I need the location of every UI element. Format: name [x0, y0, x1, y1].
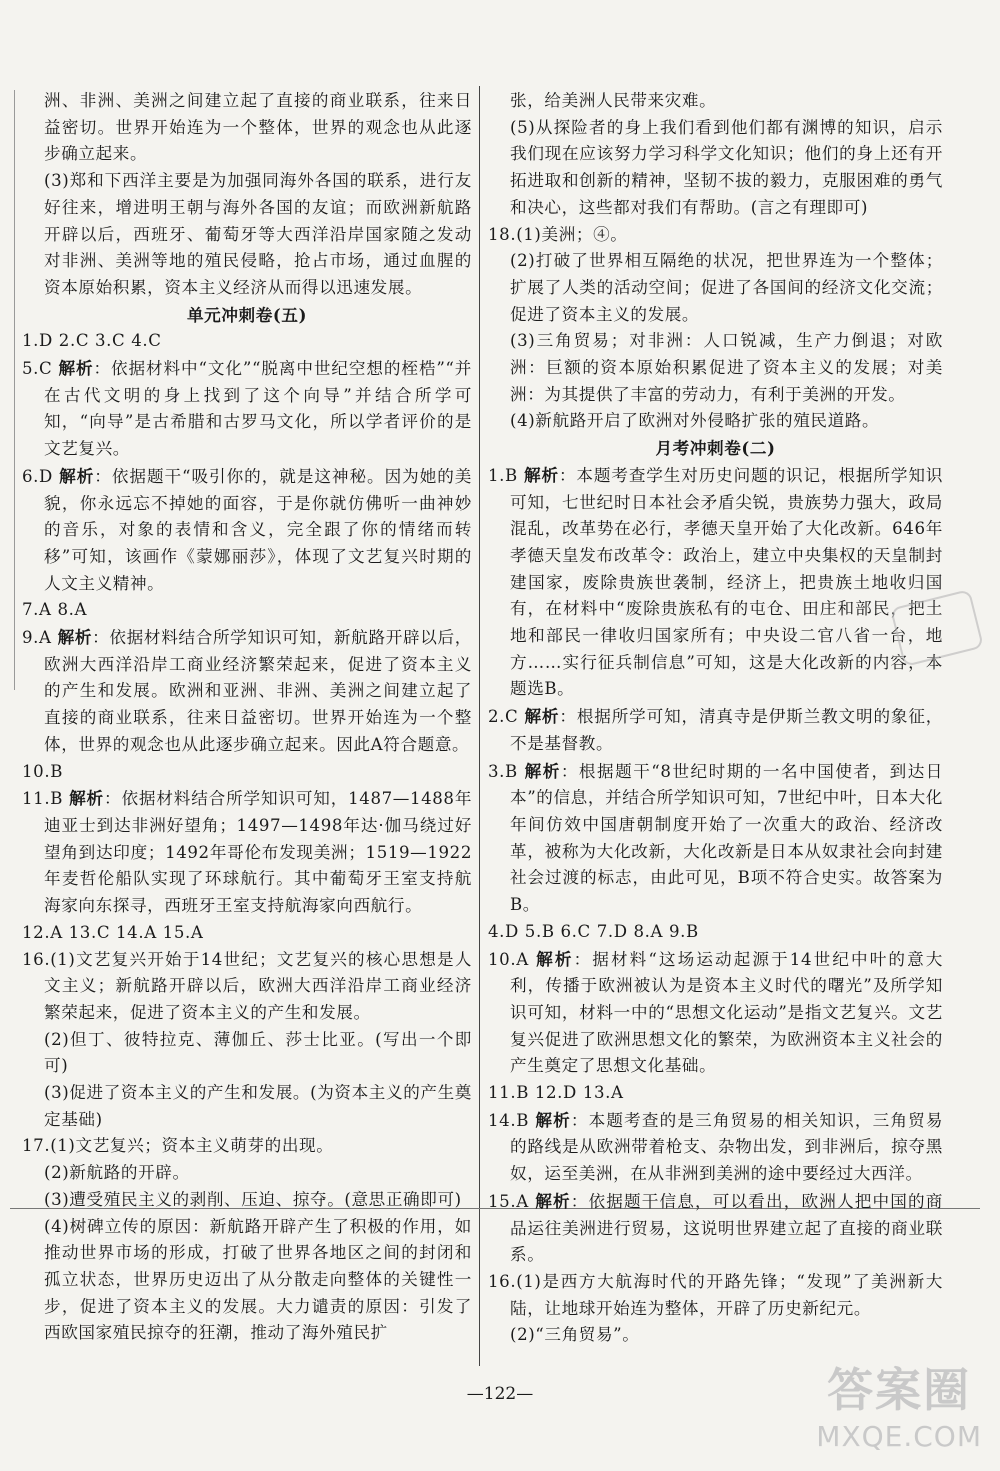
answer-line: 18.(1)美洲；④。 [488, 224, 628, 244]
answer-item: 10.A 解析：据材料“这场运动起源于14世纪中叶的意大利，传播于欧洲被认为是资本主义时代的曙光”及所学知识可知，材料一中的“思想文化运动”是指文艺复兴。文艺复兴促进了欧洲思想文化的繁荣，为欧洲资本主义社会的产生奠定了思想文化基础。 [488, 948, 944, 1076]
answer-line: 10.B [22, 761, 63, 781]
answer-item: 9.A 解析：依据材料结合所学知识可知，新航路开辟以后，欧洲大西洋沿岸工商业经济繁荣起来，促进了资本主义的产生和发展。欧洲和亚洲、非洲、美洲之间建立起了直接的商业联系，往来日益密切。世界开始连为一个整体，世界的观念也从此逐步确立起来。因此A符合题意。 [22, 627, 472, 754]
answer-item: 17.(1)文艺复兴；资本主义萌芽的出现。 [22, 1136, 334, 1156]
answer-item: 1.B 解析：本题考查学生对历史问题的识记，根据所学知识可知，七世纪时日本社会矛盾尖锐，贵族势力强大，政局混乱，改革势在必行，孝德天皇开始了大化改新。646年孝德天皇发布改革令：政治上，建立中央集权的天皇制封建国家，废除贵族世袭制，经济上，把贵族土地收归国有，在材料中“废除贵族私有的屯仓、田庄和部民，把土地和部民一律收归国家所有；中央设二官八省一台，地方……实行征兵制信息”可知，这是大化改新的内容，本题选B。 [488, 464, 944, 699]
answer-item: 11.B 解析：依据材料结合所学知识可知，1487—1488年迪亚士到达非洲好望角；1497—1498年达·伽马绕过好望角到达印度；1492年哥伦布发现美洲；1519—1922年麦哲伦船队实现了环球航行。其中葡萄牙王室支持航海家向东探寻，西班牙王室支持航海家向西航行。 [22, 788, 473, 916]
answer-line: 7.A 8.A [22, 600, 88, 620]
right-column [488, 88, 943, 1349]
answer-line: 11.B 12.D 13.A [488, 1083, 624, 1103]
answer-line: 12.A 13.C 14.A 15.A [22, 922, 204, 942]
left-column [22, 88, 472, 1347]
answer-item: 14.B 解析：本题考查的是三角贸易的相关知识，三角贸易的路线是从欧洲带着枪支、杂物出发，到非洲后，掠夺黑奴，运至美洲，在从非洲到美洲的途中要经过大西洋。 [488, 1109, 944, 1184]
watermark-logo: 答案圈 [827, 1363, 972, 1417]
section-heading: 月考冲刺卷(二) [655, 438, 776, 459]
answer-line: (2)但丁、彼特拉克、薄伽丘、莎士比亚。(写出一个即可) [44, 1029, 472, 1076]
answer-line: (3)三角贸易；对非洲：人口锐减，生产力倒退；对欧洲：巨额的资本原始积累促进了资本主义的发展；对美洲：为其提供了丰富的劳动力，有利于美洲的开发。 [510, 331, 943, 404]
answer-line: (5)从探险者的身上我们看到他们都有渊博的知识，启示我们现在应该努力学习科学文化知识；他们的身上还有开拓进取和创新的精神，坚韧不拔的毅力，克服困难的勇气和决心，这些都对我们有帮助。(言之有理即可) [510, 117, 943, 217]
answer-line: 洲、非洲、美洲之间建立起了直接的商业联系，往来日益密切。世界开始连为一个整体，世界的观念也从此逐步确立起来。 [44, 91, 472, 164]
watermark [816, 1354, 982, 1453]
answer-line: (3)遭受殖民主义的剥削、压迫、掠夺。(意思正确即可) [44, 1189, 462, 1209]
answer-line: (4)新航路开启了欧洲对外侵略扩张的殖民道路。 [510, 411, 880, 431]
column-divider [479, 86, 480, 1366]
answer-line: (3)促进了资本主义的产生和发展。(为资本主义的产生奠定基础) [44, 1083, 472, 1129]
answer-line: (3)郑和下西洋主要是为加强同海外各国的联系，进行友好往来，增进明王朝与海外各国的友谊；而欧洲新航路开辟以后，西班牙、葡萄牙等大西洋沿岸国家随之发动对非洲、美洲等地的殖民侵略，抢占市场，通过血腥的资本原始积累，资本主义经济从而得以迅速发展。 [44, 171, 472, 297]
answer-item: 6.D 解析：依据题干“吸引你的，就是这神秘。因为她的美貌，你永远忘不掉她的面容，于是你就仿佛听一曲神妙的音乐，对象的表情和含义，完全跟了你的情绪而转移”可知，该画作《蒙娜丽莎》，体现了文艺复兴时期的人文主义精神。 [22, 465, 472, 593]
answer-item: 15.A 解析：依据题干信息，可以看出，欧洲人把中国的商品运往美洲进行贸易，这说明世界建立起了直接的商业联系。 [488, 1190, 943, 1265]
answer-item: 16.(1)是西方大航海时代的开路先锋；“发现”了美洲新大陆，让地球开始连为整体，开辟了历史新纪元。 [488, 1271, 943, 1318]
answer-item: 16.(1)文艺复兴开始于14世纪；文艺复兴的核心思想是人文主义；新航路开辟以后，欧洲大西洋沿岸工商业经济繁荣起来，促进了资本主义的产生和发展。 [22, 949, 472, 1022]
section-heading: 单元冲刺卷(五) [186, 304, 308, 325]
watermark-url: MXQE.COM [816, 1420, 982, 1453]
answer-item: 2.C 解析：根据所学可知，清真寺是伊斯兰教文明的象征，不是基督教。 [488, 706, 943, 753]
answer-line: (2)“三角贸易”。 [510, 1325, 640, 1345]
answer-line: 张，给美洲人民带来灾难。 [510, 91, 717, 110]
binding-edge [0, 90, 15, 690]
answer-line: (2)新航路的开辟。 [44, 1163, 190, 1183]
answer-line: (4)树碑立传的原因：新航路开辟产生了积极的作用，如推动世界市场的形成，打破了世界各地区之间的封闭和孤立状态，世界历史迈出了从分散走向整体的关键性一步，促进了资本主义的发展。大力谴责的原因：引发了西欧国家殖民掠夺的狂潮，推动了海外殖民扩 [44, 1216, 472, 1343]
answer-line: 1.D 2.C 3.C 4.C [22, 331, 162, 351]
answer-line: 4.D 5.B 6.C 7.D 8.A 9.B [488, 921, 699, 941]
answer-line: (2)打破了世界相互隔绝的状况，把世界连为一个整体；扩展了人类的活动空间；促进了各国间的经济文化交流；促进了资本主义的发展。 [510, 251, 943, 324]
answer-item: 3.B 解析：根据题干“8世纪时期的一名中国使者，到达日本”的信息，并结合所学知识可知，7世纪中叶，日本大化年间仿效中国唐朝制度开始了一次重大的政治、经济改革，被称为大化改新，大化改新是日本从奴隶社会向封建社会过渡的标志，由此可见，B项不符合史实。故答案为B。 [488, 760, 943, 915]
answer-item: 5.C 解析：依据材料中“文化”“脱离中世纪空想的桎梏”“并在古代文明的身上找到了这个向导”并结合所学可知，“向导”是古希腊和古罗马文化，所以学者评价的是文艺复兴。 [22, 358, 472, 459]
page-number: —122— [466, 1384, 534, 1404]
